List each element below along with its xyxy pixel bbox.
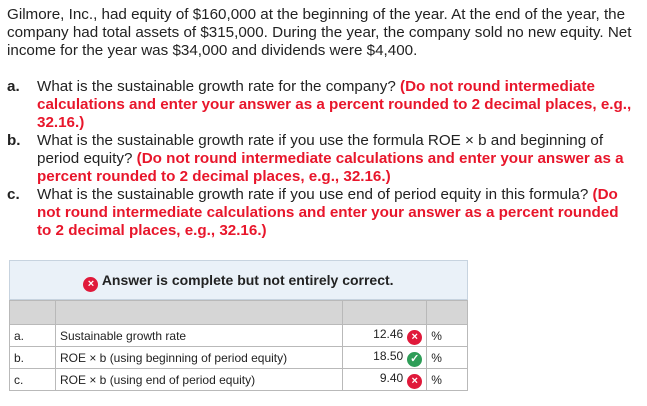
row-label: ROE × b (using beginning of period equity): [56, 347, 343, 369]
question-text: What is the sustainable growth rate if you use the formula ROE × b and beginning of period equity?: [37, 132, 604, 167]
row-letter: b.: [10, 347, 56, 369]
unit-label: %: [427, 325, 468, 347]
table-row: [10, 347, 468, 369]
answer-value: 12.46: [373, 326, 404, 341]
question-letter: c.: [7, 186, 20, 203]
answer-input[interactable]: [342, 369, 427, 391]
row-label: ROE × b (using end of period equity): [56, 369, 343, 391]
error-icon: ×: [83, 277, 98, 292]
incorrect-icon: ×: [407, 330, 422, 345]
incorrect-icon: ×: [407, 374, 422, 389]
question-b: [7, 132, 637, 186]
unit-label: %: [427, 369, 468, 391]
problem-statement: Gilmore, Inc., had equity of $160,000 at the beginning of the year. At the end of the year, the company had total assets of $315,000. During the year, the company sold no new equity. Net income for the year was $34,000 and dividends were $4,400.: [7, 6, 632, 59]
answer-value: 9.40: [379, 370, 404, 385]
answer-value: 18.50: [373, 348, 404, 363]
question-letter: b.: [7, 132, 21, 149]
question-text: What is the sustainable growth rate if you use end of period equity in this formula?: [37, 186, 589, 203]
question-c: [7, 186, 637, 240]
answer-input[interactable]: [342, 325, 427, 347]
question-letter: a.: [7, 78, 20, 95]
question-instruction: (Do not round intermediate calculations and enter your answer as a percent rounded to 2 decimal places, e.g., 32.16.): [37, 150, 624, 185]
result-banner: [9, 260, 468, 300]
row-label: Sustainable growth rate: [56, 325, 343, 347]
table-header-row: [10, 301, 468, 325]
answer-table: [9, 300, 468, 391]
row-letter: a.: [10, 325, 56, 347]
answer-input[interactable]: [342, 347, 427, 369]
question-a: [7, 78, 637, 132]
row-letter: c.: [10, 369, 56, 391]
table-row: [10, 325, 468, 347]
question-instruction: (Do not round intermediate calculations and enter your answer as a percent rounded to 2 decimal places, e.g., 32.16.): [37, 78, 632, 131]
table-row: [10, 369, 468, 391]
question-instruction: (Do not round intermediate calculations and enter your answer as a percent rounded to 2 decimal places, e.g., 32.16.): [37, 186, 619, 239]
result-banner-text: Answer is complete but not entirely correct.: [101, 272, 394, 288]
unit-label: %: [427, 347, 468, 369]
question-text: What is the sustainable growth rate for the company?: [37, 78, 396, 95]
correct-icon: ✓: [407, 352, 422, 367]
